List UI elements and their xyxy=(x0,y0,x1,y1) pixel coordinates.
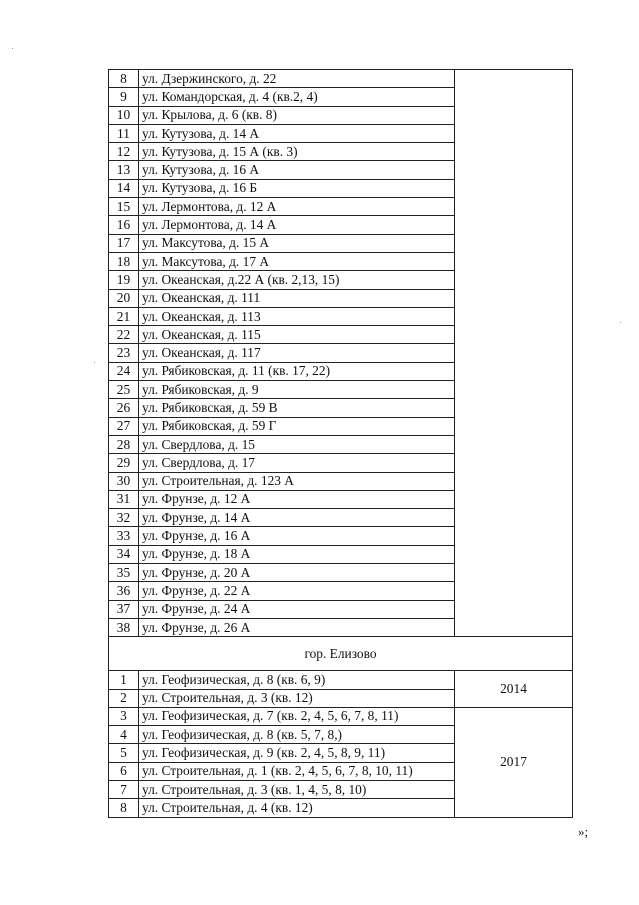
row-number: 15 xyxy=(109,198,139,216)
table-row xyxy=(109,707,573,725)
row-number: 23 xyxy=(109,344,139,362)
scan-speck xyxy=(94,362,95,363)
row-address: ул. Фрунзе, д. 14 А xyxy=(139,509,455,527)
row-address: ул. Океанская, д. 113 xyxy=(139,307,455,325)
row-number: 12 xyxy=(109,143,139,161)
housing-list-table xyxy=(108,69,573,818)
row-number: 8 xyxy=(109,799,139,817)
row-number: 4 xyxy=(109,726,139,744)
row-address: ул. Лермонтова, д. 12 А xyxy=(139,198,455,216)
row-number: 29 xyxy=(109,454,139,472)
row-number: 16 xyxy=(109,216,139,234)
row-number: 7 xyxy=(109,780,139,798)
row-address: ул. Рябиковская, д. 59 Г xyxy=(139,417,455,435)
row-address: ул. Фрунзе, д. 16 А xyxy=(139,527,455,545)
row-address: ул. Свердлова, д. 15 xyxy=(139,435,455,453)
row-number: 38 xyxy=(109,618,139,636)
row-address: ул. Кутузова, д. 15 А (кв. 3) xyxy=(139,143,455,161)
section-title: гор. Елизово xyxy=(109,637,573,671)
row-number: 20 xyxy=(109,289,139,307)
row-number: 28 xyxy=(109,435,139,453)
row-address: ул. Геофизическая, д. 9 (кв. 2, 4, 5, 8, 9, 11) xyxy=(139,744,455,762)
row-number: 18 xyxy=(109,252,139,270)
scan-speck xyxy=(620,322,621,323)
row-address: ул. Рябиковская, д. 11 (кв. 17, 22) xyxy=(139,362,455,380)
row-address: ул. Командорская, д. 4 (кв.2, 4) xyxy=(139,88,455,106)
row-address: ул. Крылова, д. 6 (кв. 8) xyxy=(139,106,455,124)
table-section-header xyxy=(109,637,573,671)
row-address: ул. Рябиковская, д. 59 В xyxy=(139,399,455,417)
row-number: 31 xyxy=(109,490,139,508)
row-address: ул. Строительная, д. 123 А xyxy=(139,472,455,490)
row-number: 30 xyxy=(109,472,139,490)
year-cell: 2014 xyxy=(455,671,573,708)
row-number: 5 xyxy=(109,744,139,762)
row-address: ул. Геофизическая, д. 7 (кв. 2, 4, 5, 6, 7, 8, 11) xyxy=(139,707,455,725)
closing-quote: »; xyxy=(578,824,589,839)
row-address: ул. Максутова, д. 17 А xyxy=(139,252,455,270)
row-number: 9 xyxy=(109,88,139,106)
row-number: 35 xyxy=(109,564,139,582)
row-address: ул. Фрунзе, д. 24 А xyxy=(139,600,455,618)
row-address: ул. Фрунзе, д. 26 А xyxy=(139,618,455,636)
row-address: ул. Кутузова, д. 14 А xyxy=(139,124,455,142)
row-number: 34 xyxy=(109,545,139,563)
row-address: ул. Океанская, д. 115 xyxy=(139,326,455,344)
row-number: 8 xyxy=(109,70,139,88)
table-body-part-b xyxy=(109,671,573,817)
row-number: 37 xyxy=(109,600,139,618)
row-number: 24 xyxy=(109,362,139,380)
row-address: ул. Фрунзе, д. 12 А xyxy=(139,490,455,508)
row-number: 27 xyxy=(109,417,139,435)
row-number: 3 xyxy=(109,707,139,725)
table-body-part-a xyxy=(109,70,573,637)
row-address: ул. Фрунзе, д. 20 А xyxy=(139,564,455,582)
row-number: 13 xyxy=(109,161,139,179)
row-address: ул. Кутузова, д. 16 А xyxy=(139,161,455,179)
section-row xyxy=(109,637,573,671)
row-number: 25 xyxy=(109,381,139,399)
row-number: 14 xyxy=(109,179,139,197)
row-number: 6 xyxy=(109,762,139,780)
row-number: 17 xyxy=(109,234,139,252)
row-address: ул. Океанская, д. 117 xyxy=(139,344,455,362)
table-row xyxy=(109,671,573,689)
row-number: 26 xyxy=(109,399,139,417)
row-address: ул. Рябиковская, д. 9 xyxy=(139,381,455,399)
row-number: 1 xyxy=(109,671,139,689)
scan-speck xyxy=(12,48,13,49)
row-address: ул. Максутова, д. 15 А xyxy=(139,234,455,252)
row-address: ул. Свердлова, д. 17 xyxy=(139,454,455,472)
row-address: ул. Строительная, д. 4 (кв. 12) xyxy=(139,799,455,817)
row-number: 36 xyxy=(109,582,139,600)
year-cell-empty xyxy=(455,70,573,637)
row-number: 22 xyxy=(109,326,139,344)
row-address: ул. Геофизическая, д. 8 (кв. 5, 7, 8,) xyxy=(139,726,455,744)
row-number: 33 xyxy=(109,527,139,545)
row-number: 11 xyxy=(109,124,139,142)
row-address: ул. Океанская, д. 111 xyxy=(139,289,455,307)
row-address: ул. Океанская, д.22 А (кв. 2,13, 15) xyxy=(139,271,455,289)
row-address: ул. Дзержинского, д. 22 xyxy=(139,70,455,88)
row-address: ул. Строительная, д. 3 (кв. 12) xyxy=(139,689,455,707)
row-address: ул. Фрунзе, д. 22 А xyxy=(139,582,455,600)
row-number: 32 xyxy=(109,509,139,527)
row-address: ул. Фрунзе, д. 18 А xyxy=(139,545,455,563)
row-address: ул. Лермонтова, д. 14 А xyxy=(139,216,455,234)
year-cell: 2017 xyxy=(455,707,573,817)
row-address: ул. Строительная, д. 3 (кв. 1, 4, 5, 8, 10) xyxy=(139,780,455,798)
row-number: 21 xyxy=(109,307,139,325)
row-address: ул. Кутузова, д. 16 Б xyxy=(139,179,455,197)
row-address: ул. Строительная, д. 1 (кв. 2, 4, 5, 6, 7, 8, 10, 11) xyxy=(139,762,455,780)
row-address: ул. Геофизическая, д. 8 (кв. 6, 9) xyxy=(139,671,455,689)
row-number: 19 xyxy=(109,271,139,289)
row-number: 10 xyxy=(109,106,139,124)
row-number: 2 xyxy=(109,689,139,707)
table-row xyxy=(109,70,573,88)
